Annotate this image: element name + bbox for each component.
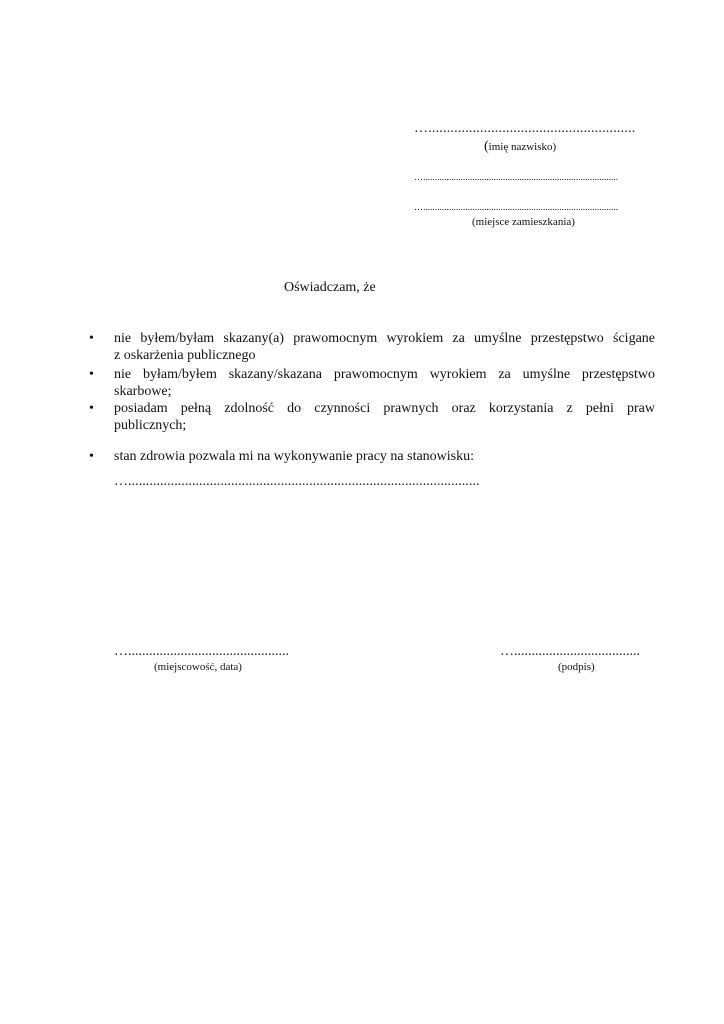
declaration-item-line: nie byłem/byłam skazany(a) prawomocnym wyrokiem za umyślne przestępstwo ścigane	[114, 331, 655, 346]
declaration-item-no-fiscal-offence	[114, 366, 655, 400]
declaration-item-continuation: skarbowe;	[114, 384, 172, 399]
address-blank-line-1: …...................................................................................	[414, 172, 619, 182]
place-date-caption: (miejscowość, data)	[154, 661, 242, 673]
name-caption	[484, 139, 556, 155]
place-date-blank-line: …..............................................	[114, 644, 289, 659]
declaration-item-line: posiadam pełną zdolność do czynności prawnych oraz korzystania z pełni praw	[114, 401, 655, 416]
declaration-item-legal-capacity	[114, 400, 655, 434]
address-blank-line-2: …...................................................................................	[414, 202, 619, 212]
declaration-item-line: stan zdrowia pozwala mi na wykonywanie pracy na stanowisku:	[114, 449, 475, 464]
name-caption-paren: (	[484, 139, 489, 154]
address-caption: (miejsce zamieszkania)	[472, 216, 575, 228]
declaration-item-continuation: publicznych;	[114, 418, 187, 433]
bullet-marker: •	[89, 401, 94, 416]
declaration-item-no-criminal-record	[114, 330, 655, 364]
name-caption-text: imię nazwisko)	[488, 141, 557, 153]
signature-blank-line: …....................................	[500, 644, 640, 659]
signature-caption: (podpis)	[558, 661, 595, 673]
bullet-marker: •	[89, 367, 94, 382]
declaration-item-continuation: z oskarżenia publicznego	[114, 348, 256, 363]
declaration-item-line: nie byłam/byłem skazany/skazana prawomocnym wyrokiem za umyślne przestępstwo	[114, 367, 655, 382]
bullet-marker: •	[89, 331, 94, 346]
name-blank-line: …........................................................	[414, 121, 636, 136]
declaration-heading: Oświadczam, że	[284, 280, 376, 295]
bullet-marker: •	[89, 449, 94, 464]
declaration-item-health	[114, 448, 655, 465]
position-blank-line: …...................................................................................................	[114, 474, 480, 489]
